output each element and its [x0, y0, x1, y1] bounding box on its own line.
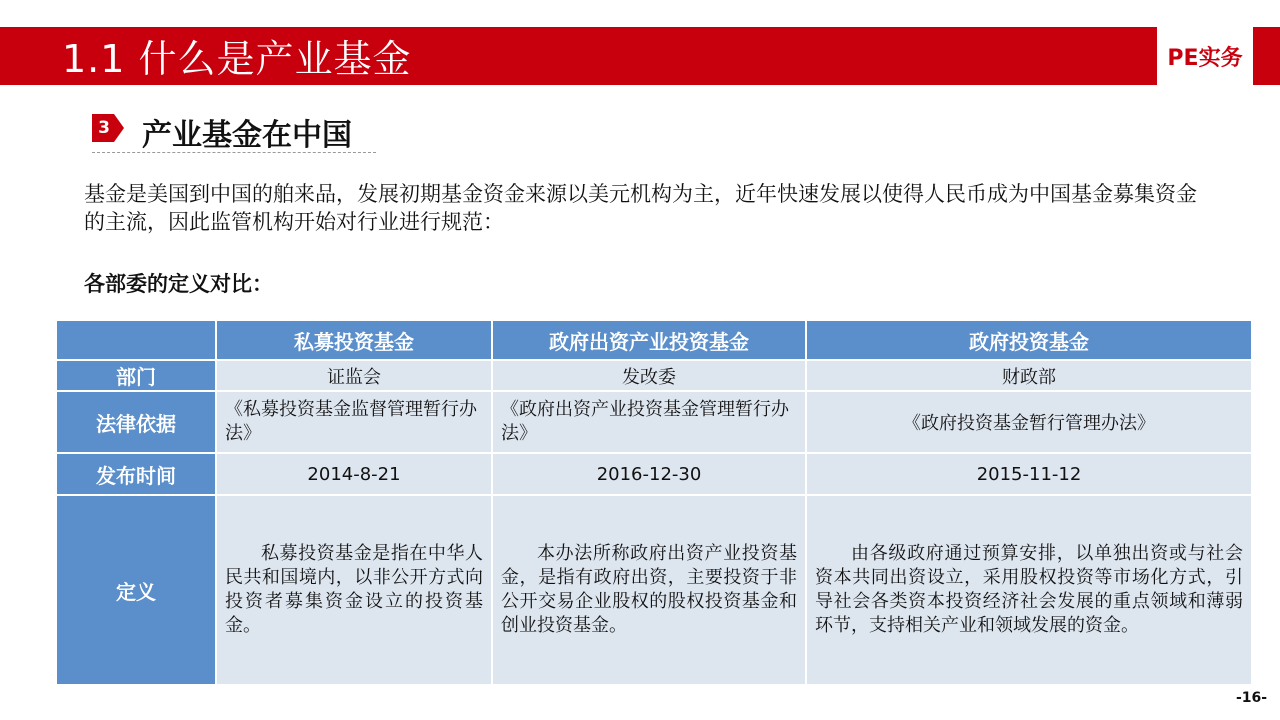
page-number: -16- — [1236, 690, 1268, 706]
section-number: 3 — [98, 118, 110, 138]
column-header-private-fund: 私募投资基金 — [216, 320, 492, 360]
row-header-definition: 定义 — [56, 495, 216, 685]
table-row — [56, 360, 1252, 391]
section-number-badge — [92, 114, 122, 142]
row-header-publish-date: 发布时间 — [56, 453, 216, 495]
table-cell: 私募投资基金是指在中华人民共和国境内，以非公开方式向投资者募集资金设立的投资基金。 — [216, 495, 492, 685]
table-cell: 《私募投资基金监督管理暂行办法》 — [216, 391, 492, 453]
brand-logo — [1157, 27, 1253, 85]
table-cell: 本办法所称政府出资产业投资基金，是指有政府出资，主要投资于非公开交易企业股权的股权投资基金和创业投资基金。 — [492, 495, 806, 685]
column-header-gov-industry-fund: 政府出资产业投资基金 — [492, 320, 806, 360]
table-row — [56, 453, 1252, 495]
table-cell: 《政府投资基金暂行管理办法》 — [806, 391, 1252, 453]
table-row — [56, 391, 1252, 453]
table-cell: 《政府出资产业投资基金管理暂行办法》 — [492, 391, 806, 453]
table-cell: 2015-11-12 — [806, 453, 1252, 495]
table-cell: 发改委 — [492, 360, 806, 391]
table-cell: 2016-12-30 — [492, 453, 806, 495]
section-heading — [92, 104, 376, 153]
row-header-department: 部门 — [56, 360, 216, 391]
row-header-legal-basis: 法律依据 — [56, 391, 216, 453]
table-cell: 由各级政府通过预算安排，以单独出资或与社会资本共同出资设立，采用股权投资等市场化方式，引导社会各类资本投资经济社会发展的重点领域和薄弱环节，支持相关产业和领域发展的资金。 — [806, 495, 1252, 685]
comparison-heading: 各部委的定义对比： — [84, 272, 273, 296]
brand-text: PE实务 — [1167, 45, 1243, 71]
comparison-table — [55, 319, 1253, 686]
table-row — [56, 495, 1252, 685]
section-title: 产业基金在中国 — [142, 118, 352, 153]
column-header-gov-investment-fund: 政府投资基金 — [806, 320, 1252, 360]
page-title: 1.1 什么是产业基金 — [62, 37, 412, 81]
table-cell: 财政部 — [806, 360, 1252, 391]
table-corner — [56, 320, 216, 360]
table-cell: 2014-8-21 — [216, 453, 492, 495]
table-header-row — [56, 320, 1252, 360]
intro-paragraph: 基金是美国到中国的舶来品，发展初期基金资金来源以美元机构为主，近年快速发展以使得人民币成为中国基金募集资金的主流，因此监管机构开始对行业进行规范： — [84, 182, 1197, 234]
table-cell: 证监会 — [216, 360, 492, 391]
